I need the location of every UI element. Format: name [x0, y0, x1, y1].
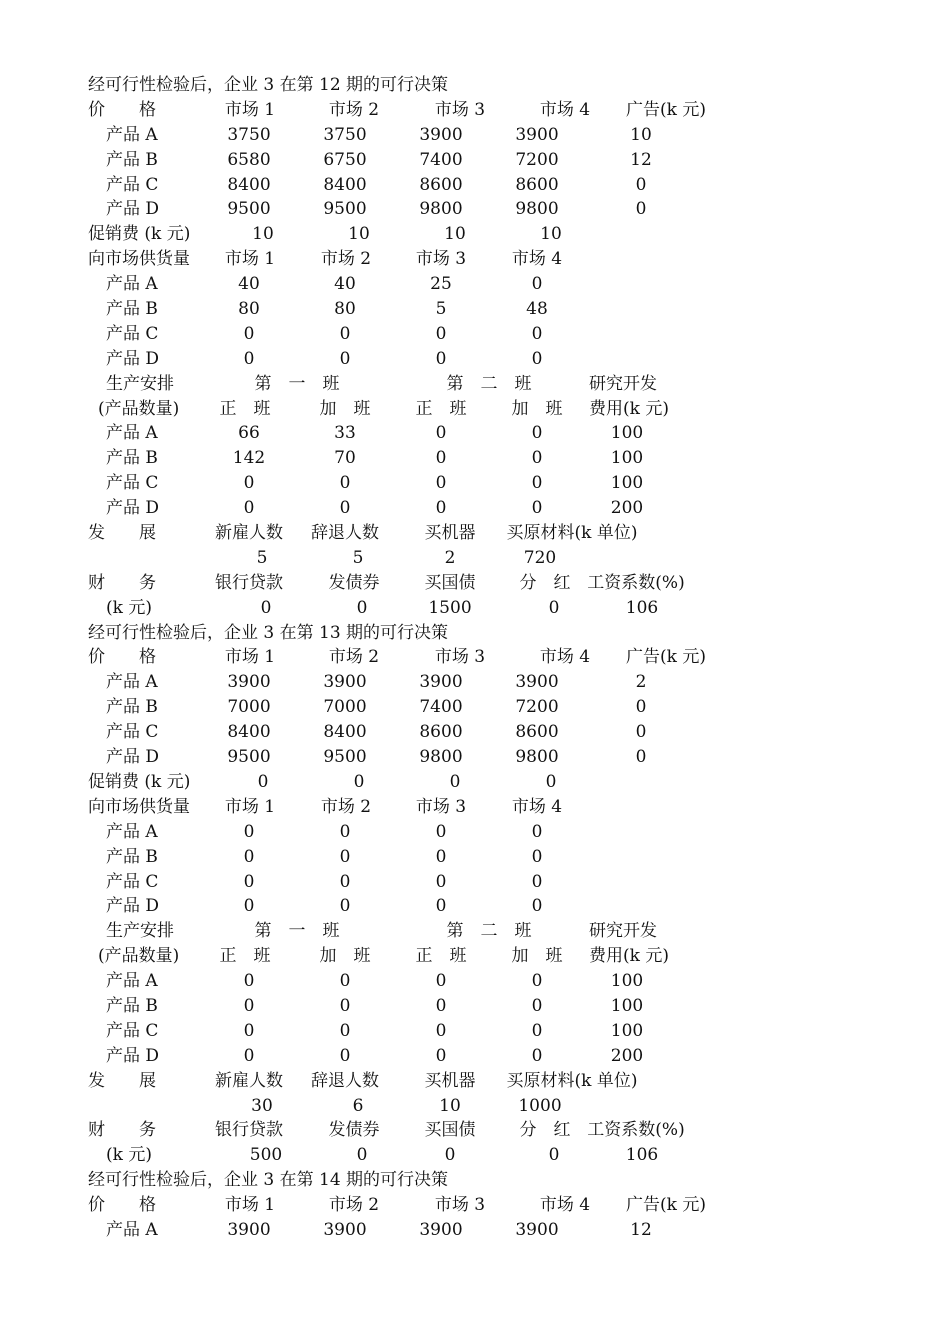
table-cell: 0	[339, 348, 351, 369]
row-label: 促销费 (k 元)	[88, 771, 191, 792]
table-cell: 0	[339, 1045, 351, 1066]
table-cell: 0	[339, 821, 351, 842]
table-cell: 8400	[227, 174, 271, 195]
row-label: 产品 B	[106, 299, 158, 320]
row-label: 发 展	[88, 1070, 156, 1091]
table-cell: 10	[439, 1095, 461, 1116]
column-header: 银行贷款	[215, 572, 283, 593]
table-cell: 0	[531, 473, 543, 494]
table-cell: 0	[339, 896, 351, 917]
table-cell: 200	[610, 498, 644, 519]
column-header: 买原材料(k 单位)	[506, 1070, 638, 1091]
row-label: 价 格	[88, 647, 156, 668]
table-row	[0, 894, 950, 919]
table-row	[0, 123, 950, 148]
table-row	[0, 795, 950, 820]
table-cell: 9500	[323, 747, 367, 768]
column-header: 费用(k 元)	[589, 398, 669, 419]
table-cell: 40	[334, 274, 356, 295]
table-row	[0, 496, 950, 521]
row-label: 产品 C	[106, 323, 159, 344]
row-label: (k 元)	[106, 597, 152, 618]
table-cell: 0	[339, 498, 351, 519]
column-header: 正 班	[415, 398, 467, 419]
column-header: 分 红	[519, 1120, 571, 1141]
table-cell: 2	[635, 672, 647, 693]
table-cell: 0	[339, 995, 351, 1016]
table-cell: 7200	[515, 149, 559, 170]
column-header: 市场 3	[434, 1195, 486, 1216]
table-cell: 8400	[323, 174, 367, 195]
table-cell: 0	[339, 323, 351, 344]
table-cell: 0	[243, 1020, 255, 1041]
table-row	[0, 770, 950, 795]
table-cell: 3900	[323, 672, 367, 693]
table-cell: 9800	[515, 747, 559, 768]
column-header: 工资系数(%)	[587, 572, 685, 593]
section-title-row	[0, 621, 950, 646]
table-cell: 3900	[515, 672, 559, 693]
table-cell: 0	[260, 597, 272, 618]
table-cell: 5	[435, 299, 447, 320]
table-cell: 0	[531, 846, 543, 867]
table-cell: 3900	[515, 124, 559, 145]
table-cell: 0	[339, 1020, 351, 1041]
column-header: 市场 3	[415, 796, 467, 817]
table-cell: 9800	[419, 747, 463, 768]
table-row	[0, 720, 950, 745]
column-header: 市场 4	[511, 796, 563, 817]
table-cell: 0	[243, 821, 255, 842]
table-row	[0, 148, 950, 173]
table-row	[0, 222, 950, 247]
row-label: (k 元)	[106, 1145, 152, 1166]
column-header: 研究开发	[589, 373, 657, 394]
table-cell: 6580	[227, 149, 271, 170]
column-header: 市场 1	[224, 1195, 276, 1216]
table-cell: 0	[531, 448, 543, 469]
table-cell: 3900	[227, 672, 271, 693]
column-header: 辞退人数	[311, 1070, 379, 1091]
table-cell: 0	[243, 846, 255, 867]
column-header: 发债券	[328, 572, 380, 593]
table-cell: 2	[444, 547, 456, 568]
table-cell: 0	[435, 896, 447, 917]
table-cell: 9500	[227, 199, 271, 220]
table-row	[0, 944, 950, 969]
column-header: 分 红	[519, 572, 571, 593]
table-cell: 0	[435, 971, 447, 992]
row-label: 产品 B	[106, 149, 158, 170]
column-header: 市场 2	[328, 99, 380, 120]
column-header: 正 班	[219, 398, 271, 419]
row-label: 产品 A	[106, 423, 158, 444]
column-header: 市场 3	[415, 249, 467, 270]
row-label: 产品 C	[106, 871, 159, 892]
table-cell: 0	[531, 323, 543, 344]
column-header: 正 班	[415, 946, 467, 967]
table-cell: 3750	[227, 124, 271, 145]
table-cell: 3750	[323, 124, 367, 145]
table-cell: 0	[435, 473, 447, 494]
table-cell: 8400	[323, 722, 367, 743]
column-header: 新雇人数	[215, 1070, 283, 1091]
column-header: 新雇人数	[215, 523, 283, 544]
column-header: 市场 1	[224, 99, 276, 120]
table-cell: 8600	[419, 722, 463, 743]
table-cell: 9800	[515, 199, 559, 220]
table-cell: 0	[243, 348, 255, 369]
table-cell: 0	[435, 871, 447, 892]
table-cell: 0	[435, 323, 447, 344]
table-cell: 9500	[227, 747, 271, 768]
column-header: 市场 4	[539, 647, 591, 668]
table-cell: 3900	[323, 1219, 367, 1240]
column-header: 买机器	[424, 1070, 476, 1091]
column-header: 发债券	[328, 1120, 380, 1141]
table-cell: 9800	[419, 199, 463, 220]
table-cell: 33	[334, 423, 356, 444]
table-row	[0, 397, 950, 422]
table-row	[0, 98, 950, 123]
table-cell: 8600	[515, 722, 559, 743]
table-row	[0, 745, 950, 770]
table-row	[0, 969, 950, 994]
row-label: 向市场供货量	[88, 796, 190, 817]
table-cell: 7400	[419, 149, 463, 170]
table-cell: 80	[238, 299, 260, 320]
table-cell: 0	[531, 498, 543, 519]
table-row	[0, 297, 950, 322]
column-header: 加 班	[319, 946, 371, 967]
column-header: 买机器	[424, 523, 476, 544]
table-cell: 0	[243, 1045, 255, 1066]
table-row	[0, 1218, 950, 1243]
table-row	[0, 521, 950, 546]
table-row	[0, 372, 950, 397]
table-cell: 66	[238, 423, 260, 444]
table-cell: 0	[353, 771, 365, 792]
row-label: 产品 D	[106, 348, 160, 369]
column-header: 买国债	[424, 1120, 476, 1141]
column-header: 市场 2	[320, 796, 372, 817]
table-cell: 25	[430, 274, 452, 295]
table-cell: 5	[352, 547, 364, 568]
table-cell: 0	[356, 597, 368, 618]
table-cell: 10	[630, 124, 652, 145]
table-cell: 8400	[227, 722, 271, 743]
table-row	[0, 845, 950, 870]
table-row	[0, 670, 950, 695]
table-cell: 0	[243, 871, 255, 892]
table-cell: 0	[531, 821, 543, 842]
table-cell: 100	[610, 1020, 644, 1041]
table-row	[0, 272, 950, 297]
table-row	[0, 645, 950, 670]
table-cell: 12	[630, 149, 652, 170]
row-label: 价 格	[88, 99, 156, 120]
table-row	[0, 571, 950, 596]
column-header: 广告(k 元)	[626, 99, 706, 120]
row-label: 产品 B	[106, 995, 158, 1016]
column-header: 市场 4	[539, 99, 591, 120]
table-cell: 0	[435, 1020, 447, 1041]
table-cell: 3900	[419, 124, 463, 145]
table-cell: 0	[356, 1145, 368, 1166]
column-header: 市场 2	[320, 249, 372, 270]
table-row	[0, 1143, 950, 1168]
table-cell: 7400	[419, 697, 463, 718]
table-row	[0, 322, 950, 347]
table-cell: 0	[435, 846, 447, 867]
table-cell: 10	[252, 224, 274, 245]
row-label: 产品 B	[106, 846, 158, 867]
table-row	[0, 596, 950, 621]
column-header: 工资系数(%)	[587, 1120, 685, 1141]
table-cell: 0	[435, 821, 447, 842]
row-label: 产品 A	[106, 821, 158, 842]
table-cell: 80	[334, 299, 356, 320]
column-header: 市场 1	[224, 647, 276, 668]
table-cell: 0	[635, 199, 647, 220]
row-label: 产品 A	[106, 1219, 158, 1240]
table-cell: 0	[444, 1145, 456, 1166]
column-header: 市场 1	[224, 249, 276, 270]
table-cell: 8600	[515, 174, 559, 195]
table-cell: 0	[435, 995, 447, 1016]
table-cell: 0	[635, 747, 647, 768]
table-cell: 0	[243, 323, 255, 344]
column-header: 研究开发	[589, 921, 657, 942]
table-row	[0, 197, 950, 222]
row-label: 向市场供货量	[88, 249, 190, 270]
table-cell: 0	[339, 473, 351, 494]
table-cell: 100	[610, 448, 644, 469]
table-cell: 7000	[227, 697, 271, 718]
column-header: 加 班	[319, 398, 371, 419]
table-row	[0, 695, 950, 720]
section-title: 经可行性检验后，企业 3 在第 13 期的可行决策	[88, 622, 449, 643]
column-header: 第 二 班	[446, 921, 532, 942]
row-label: 产品 A	[106, 971, 158, 992]
table-cell: 0	[545, 771, 557, 792]
table-cell: 6	[352, 1095, 364, 1116]
column-header: 广告(k 元)	[626, 647, 706, 668]
column-header: 第 一 班	[254, 373, 340, 394]
table-cell: 7200	[515, 697, 559, 718]
table-cell: 0	[531, 348, 543, 369]
row-label: 产品 C	[106, 722, 159, 743]
section-title-row	[0, 1168, 950, 1193]
table-cell: 0	[243, 498, 255, 519]
table-row	[0, 1118, 950, 1143]
table-row	[0, 173, 950, 198]
column-header: 买原材料(k 单位)	[506, 523, 638, 544]
row-label: 产品 A	[106, 274, 158, 295]
column-header: 第 二 班	[446, 373, 532, 394]
table-cell: 500	[249, 1145, 283, 1166]
table-cell: 1500	[428, 597, 472, 618]
row-label: 生产安排	[106, 921, 174, 942]
section-title: 经可行性检验后，企业 3 在第 12 期的可行决策	[88, 75, 449, 95]
table-cell: 0	[435, 348, 447, 369]
table-row	[0, 1044, 950, 1069]
row-label: 产品 D	[106, 747, 160, 768]
table-cell: 30	[251, 1095, 273, 1116]
table-cell: 0	[339, 871, 351, 892]
table-cell: 0	[257, 771, 269, 792]
table-cell: 0	[548, 1145, 560, 1166]
row-label: 产品 D	[106, 896, 160, 917]
table-row	[0, 870, 950, 895]
row-label: 产品 B	[106, 448, 158, 469]
table-cell: 106	[625, 1145, 659, 1166]
table-row	[0, 1019, 950, 1044]
row-label: (产品数量)	[98, 946, 180, 967]
table-cell: 200	[610, 1045, 644, 1066]
row-label: 产品 A	[106, 672, 158, 693]
table-cell: 0	[243, 473, 255, 494]
table-cell: 8600	[419, 174, 463, 195]
column-header: 市场 2	[328, 1195, 380, 1216]
row-label: 产品 D	[106, 498, 160, 519]
table-cell: 100	[610, 473, 644, 494]
table-row	[0, 546, 950, 571]
table-cell: 12	[630, 1219, 652, 1240]
table-cell: 10	[444, 224, 466, 245]
table-cell: 0	[635, 697, 647, 718]
table-cell: 0	[635, 722, 647, 743]
table-cell: 70	[334, 448, 356, 469]
table-cell: 0	[531, 971, 543, 992]
table-cell: 0	[531, 896, 543, 917]
row-label: (产品数量)	[98, 398, 180, 419]
row-label: 产品 A	[106, 124, 158, 145]
table-cell: 142	[232, 448, 266, 469]
table-cell: 5	[256, 547, 268, 568]
column-header: 市场 1	[224, 796, 276, 817]
row-label: 财 务	[88, 1120, 156, 1141]
table-cell: 0	[548, 597, 560, 618]
table-cell: 7000	[323, 697, 367, 718]
column-header: 广告(k 元)	[626, 1195, 706, 1216]
table-cell: 10	[540, 224, 562, 245]
row-label: 产品 C	[106, 473, 159, 494]
table-cell: 100	[610, 995, 644, 1016]
row-label: 产品 B	[106, 697, 158, 718]
row-label: 价 格	[88, 1195, 156, 1216]
column-header: 市场 4	[539, 1195, 591, 1216]
row-label: 生产安排	[106, 373, 174, 394]
column-header: 市场 2	[328, 647, 380, 668]
table-cell: 0	[339, 971, 351, 992]
column-header: 费用(k 元)	[589, 946, 669, 967]
column-header: 银行贷款	[215, 1120, 283, 1141]
table-cell: 0	[531, 1020, 543, 1041]
row-label: 产品 C	[106, 174, 159, 195]
row-label: 产品 D	[106, 1045, 160, 1066]
table-cell: 1000	[518, 1095, 562, 1116]
row-label: 产品 D	[106, 199, 160, 220]
table-cell: 3900	[419, 1219, 463, 1240]
table-cell: 0	[435, 1045, 447, 1066]
row-label: 促销费 (k 元)	[88, 224, 191, 245]
table-row	[0, 994, 950, 1019]
table-cell: 3900	[227, 1219, 271, 1240]
section-title: 经可行性检验后，企业 3 在第 14 期的可行决策	[88, 1170, 449, 1191]
table-cell: 6750	[323, 149, 367, 170]
table-row	[0, 1193, 950, 1218]
table-cell: 40	[238, 274, 260, 295]
table-cell: 0	[243, 971, 255, 992]
table-cell: 0	[435, 423, 447, 444]
table-row	[0, 421, 950, 446]
table-row	[0, 247, 950, 272]
table-cell: 0	[435, 498, 447, 519]
table-cell: 0	[243, 896, 255, 917]
table-cell: 9500	[323, 199, 367, 220]
decision-document	[0, 73, 950, 1243]
table-cell: 3900	[419, 672, 463, 693]
table-cell: 0	[531, 995, 543, 1016]
column-header: 第 一 班	[254, 921, 340, 942]
column-header: 市场 3	[434, 647, 486, 668]
table-cell: 0	[531, 1045, 543, 1066]
column-header: 市场 4	[511, 249, 563, 270]
table-cell: 10	[348, 224, 370, 245]
table-row	[0, 1069, 950, 1094]
table-row	[0, 1094, 950, 1119]
table-row	[0, 820, 950, 845]
row-label: 产品 C	[106, 1020, 159, 1041]
column-header: 加 班	[511, 398, 563, 419]
row-label: 发 展	[88, 523, 156, 544]
table-row	[0, 446, 950, 471]
column-header: 买国债	[424, 572, 476, 593]
table-cell: 0	[435, 448, 447, 469]
table-row	[0, 347, 950, 372]
row-label: 财 务	[88, 572, 156, 593]
table-cell: 3900	[515, 1219, 559, 1240]
table-cell: 106	[625, 597, 659, 618]
table-row	[0, 919, 950, 944]
table-cell: 0	[531, 423, 543, 444]
table-cell: 0	[449, 771, 461, 792]
table-cell: 0	[635, 174, 647, 195]
column-header: 市场 3	[434, 99, 486, 120]
table-cell: 0	[531, 871, 543, 892]
table-cell: 48	[526, 299, 548, 320]
table-cell: 720	[523, 547, 557, 568]
table-row	[0, 471, 950, 496]
table-cell: 100	[610, 971, 644, 992]
table-cell: 0	[339, 846, 351, 867]
table-cell: 100	[610, 423, 644, 444]
table-cell: 0	[243, 995, 255, 1016]
column-header: 加 班	[511, 946, 563, 967]
section-title-row	[0, 73, 950, 98]
column-header: 辞退人数	[311, 523, 379, 544]
column-header: 正 班	[219, 946, 271, 967]
table-cell: 0	[531, 274, 543, 295]
